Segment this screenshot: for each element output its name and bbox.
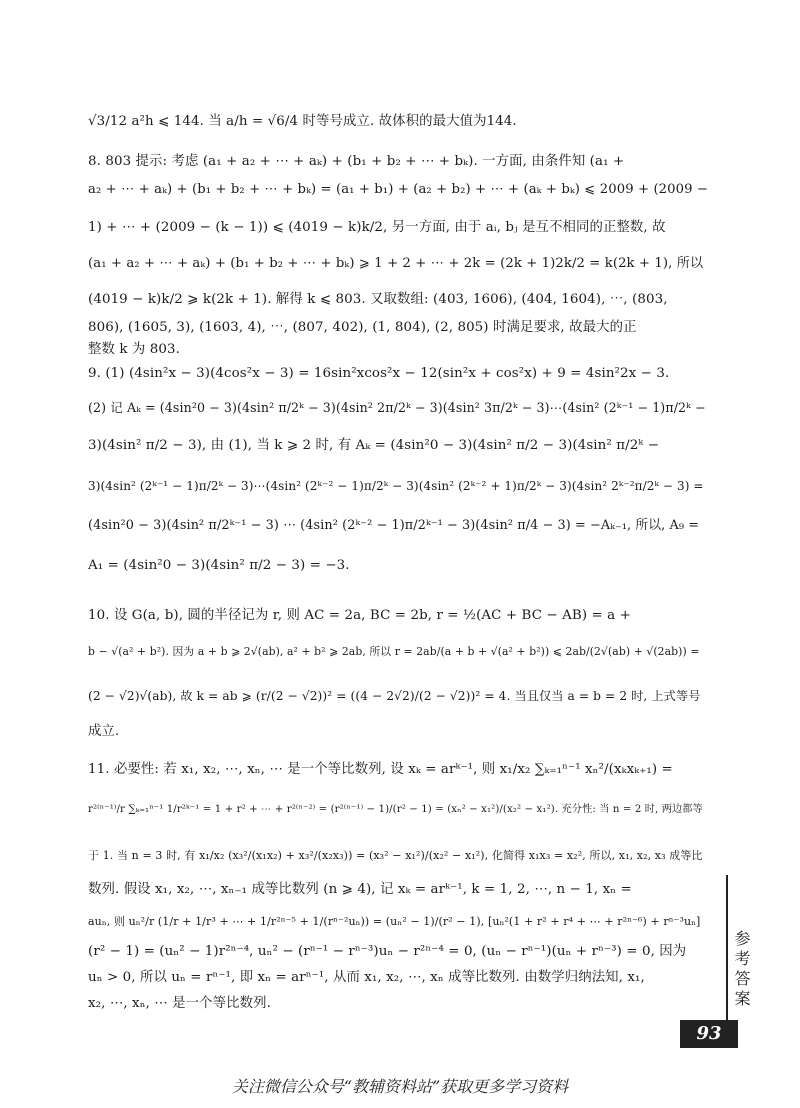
text-line: r²⁽ⁿ⁻¹⁾/r ∑ₖ₌₁ⁿ⁻¹ 1/r²ᵏ⁻¹ = 1 + r² + ⋯ + r²⁽ⁿ⁻²⁾ = (r²⁽ⁿ⁻¹⁾ − 1)/(r² − 1) = (xₙ² − x₁²)/(x₂² − x₁²). 充分性: 当 n = 2 时, 两边都等: [88, 804, 703, 815]
text-line: 3)(4sin² (2ᵏ⁻¹ − 1)π/2ᵏ − 3)⋯(4sin² (2ᵏ⁻² − 1)π/2ᵏ − 3)(4sin² (2ᵏ⁻² + 1)π/2ᵏ − 3)(4sin² 2ᵏ⁻²π/2ᵏ − 3) =: [88, 479, 704, 493]
text-line: 数列. 假设 x₁, x₂, ⋯, xₙ₋₁ 成等比数列 (n ⩾ 4), 记 xₖ = arᵏ⁻¹, k = 1, 2, ⋯, n − 1, xₙ =: [88, 882, 632, 897]
text-line: uₙ > 0, 所以 uₙ = rⁿ⁻¹, 即 xₙ = arⁿ⁻¹, 从而 x₁, x₂, ⋯, xₙ 成等比数列. 由数学归纳法知, x₁,: [88, 970, 645, 985]
text-line-problem-11: 11. 必要性: 若 x₁, x₂, ⋯, xₙ, ⋯ 是一个等比数列, 设 xₖ = arᵏ⁻¹, 则 x₁/x₂ ∑ₖ₌₁ⁿ⁻¹ xₙ²/(xₖxₖ₊₁) =: [88, 762, 673, 777]
text-line-problem-8: 8. 803 提示: 考虑 (a₁ + a₂ + ⋯ + aₖ) + (b₁ + b₂ + ⋯ + bₖ). 一方面, 由条件知 (a₁ +: [88, 154, 625, 169]
section-side-label: 参考答案: [732, 930, 751, 1010]
text-line: 1) + ⋯ + (2009 − (k − 1)) ⩽ (4019 − k)k/2, 另一方面, 由于 aᵢ, bⱼ 是互不相同的正整数, 故: [88, 220, 666, 235]
page-number: 93: [680, 1020, 738, 1048]
text-line-problem-9: 9. (1) (4sin²x − 3)(4cos²x − 3) = 16sin²xcos²x − 12(sin²x + cos²x) + 9 = 4sin²2x − 3.: [88, 366, 670, 381]
text-line: 806), (1605, 3), (1603, 4), ⋯, (807, 402), (1, 804), (2, 805) 时满足要求, 故最大的正: [88, 320, 637, 335]
text-line: 于 1. 当 n = 3 时, 有 x₁/x₂ (x₃²/(x₁x₂) + x₃²/(x₂x₃)) = (x₃² − x₁²)/(x₂² − x₁²), 化简得 x₁x₃ = x₂², 所以, x₁, x₂, x₃ 成等比: [88, 849, 703, 862]
footer-note: 关注微信公众号“教辅资料站”获取更多学习资料: [231, 1077, 569, 1096]
text-line: (a₁ + a₂ + ⋯ + aₖ) + (b₁ + b₂ + ⋯ + bₖ) ⩾ 1 + 2 + ⋯ + 2k = (2k + 1)2k/2 = k(2k + 1), 所以: [88, 256, 704, 271]
text-line: 整数 k 为 803.: [88, 342, 180, 357]
text-line: b − √(a² + b²). 因为 a + b ⩾ 2√(ab), a² + b² ⩾ 2ab, 所以 r = 2ab/(a + b + √(a² + b²)) ⩽ 2ab/(2√(ab) + √(2ab)) =: [88, 645, 700, 658]
text-line: (2) 记 Aₖ = (4sin²0 − 3)(4sin² π/2ᵏ − 3)(4sin² 2π/2ᵏ − 3)(4sin² 3π/2ᵏ − 3)⋯(4sin² (2ᵏ⁻¹ − 1)π/2ᵏ −: [88, 400, 706, 415]
text-line: auₙ, 则 uₙ²/r (1/r + 1/r³ + ⋯ + 1/r²ⁿ⁻⁵ + 1/(rⁿ⁻²uₙ)) = (uₙ² − 1)/(r² − 1), [uₙ²(1 + r² + r⁴ + ⋯ + r²ⁿ⁻⁶) + rⁿ⁻³uₙ]: [88, 915, 701, 928]
text-line: A₁ = (4sin²0 − 3)(4sin² π/2 − 3) = −3.: [88, 558, 350, 573]
text-line: a₂ + ⋯ + aₖ) + (b₁ + b₂ + ⋯ + bₖ) = (a₁ + b₁) + (a₂ + b₂) + ⋯ + (aₖ + bₖ) ⩽ 2009 + (2009 −: [88, 182, 709, 197]
text-line: (r² − 1) = (uₙ² − 1)r²ⁿ⁻⁴, uₙ² − (rⁿ⁻¹ − rⁿ⁻³)uₙ − r²ⁿ⁻⁴ = 0, (uₙ − rⁿ⁻¹)(uₙ + rⁿ⁻³) = 0, 因为: [88, 944, 687, 959]
text-line: (2 − √2)√(ab), 故 k = ab ⩾ (r/(2 − √2))² = ((4 − 2√2)/(2 − √2))² = 4. 当且仅当 a = b = 2 时, 上式等号: [88, 689, 701, 703]
text-line: (4sin²0 − 3)(4sin² π/2ᵏ⁻¹ − 3) ⋯ (4sin² (2ᵏ⁻² − 1)π/2ᵏ⁻¹ − 3)(4sin² π/4 − 3) = −Aₖ₋₁, 所以, A₉ =: [88, 518, 700, 533]
text-line: √3/12 a²h ⩽ 144. 当 a/h = √6/4 时等号成立. 故体积的最大值为144.: [88, 114, 517, 129]
text-line: (4019 − k)k/2 ⩾ k(2k + 1). 解得 k ⩽ 803. 又取数组: (403, 1606), (404, 1604), ⋯, (803,: [88, 292, 668, 307]
text-line: 成立.: [88, 724, 120, 739]
text-line-problem-10: 10. 设 G(a, b), 圆的半径记为 r, 则 AC = 2a, BC = 2b, r = ½(AC + BC − AB) = a +: [88, 608, 631, 623]
text-line: 3)(4sin² π/2 − 3), 由 (1), 当 k ⩾ 2 时, 有 Aₖ = (4sin²0 − 3)(4sin² π/2 − 3)(4sin² π/2ᵏ −: [88, 438, 660, 453]
text-line: x₂, ⋯, xₙ, ⋯ 是一个等比数列.: [88, 996, 271, 1011]
